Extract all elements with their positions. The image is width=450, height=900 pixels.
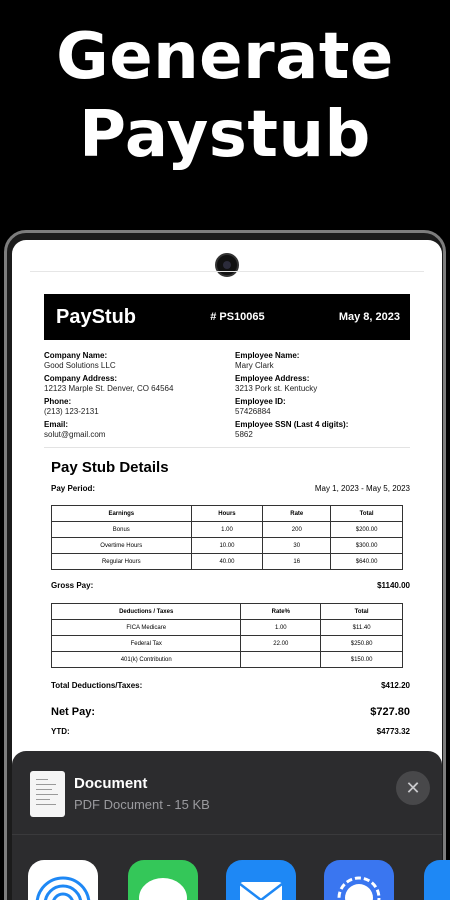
total-deductions-value: $412.20 — [381, 681, 410, 690]
table-row — [52, 554, 403, 570]
table-row — [52, 538, 403, 554]
share-file-header — [12, 751, 442, 835]
deductions-header: Deductions / Taxes — [52, 604, 241, 620]
headline-line-1: Generate — [56, 20, 394, 94]
employee-id: 57426884 — [235, 407, 271, 416]
earning-type: Regular Hours — [52, 554, 192, 570]
share-sheet[interactable] — [12, 751, 442, 900]
net-pay-value: $727.80 — [370, 706, 410, 718]
earning-rate: 30 — [263, 538, 331, 554]
deductions-table — [51, 603, 403, 668]
file-name: Document — [74, 775, 148, 792]
employee-ssn: 5862 — [235, 430, 253, 439]
earning-total: $200.00 — [331, 522, 403, 538]
employee-id-label: Employee ID: — [235, 397, 286, 406]
company-name: Good Solutions LLC — [44, 361, 116, 370]
company-phone-label: Phone: — [44, 397, 72, 406]
party-info — [44, 351, 410, 443]
earning-type: Bonus — [52, 522, 192, 538]
details-title: Pay Stub Details — [51, 459, 169, 476]
ytd-row — [51, 727, 410, 736]
gross-pay-row — [51, 581, 410, 590]
total-header: Total — [331, 506, 403, 522]
paystub-document[interactable] — [44, 294, 410, 736]
paystub-date: May 8, 2023 — [338, 311, 400, 323]
camera-icon — [215, 253, 239, 277]
employee-name: Mary Clark — [235, 361, 274, 370]
earning-hours: 10.00 — [191, 538, 263, 554]
employee-ssn-label: Employee SSN (Last 4 digits): — [235, 420, 349, 429]
earnings-header: Earnings — [52, 506, 192, 522]
close-icon[interactable]: ✕ — [396, 771, 430, 805]
total-header: Total — [321, 604, 403, 620]
employee-address-label: Employee Address: — [235, 374, 310, 383]
rate-header: Rate — [263, 506, 331, 522]
earning-total: $640.00 — [331, 554, 403, 570]
net-pay-label: Net Pay: — [51, 706, 96, 718]
paystub-title: PayStub — [56, 305, 137, 328]
deduction-type: FICA Medicare — [52, 620, 241, 636]
earning-total: $300.00 — [331, 538, 403, 554]
airdrop-icon[interactable] — [28, 860, 98, 900]
earnings-header-row — [52, 506, 403, 522]
earning-hours: 1.00 — [191, 522, 263, 538]
pay-period-label: Pay Period: — [51, 484, 96, 493]
table-row — [52, 620, 403, 636]
headline-line-2: Paystub — [79, 98, 371, 172]
company-address-label: Company Address: — [44, 374, 118, 383]
table-row — [52, 636, 403, 652]
deduction-total: $250.80 — [321, 636, 403, 652]
rate-percent-header: Rate% — [241, 604, 321, 620]
net-pay-row — [51, 706, 410, 718]
pay-period-row — [51, 484, 410, 493]
company-phone: (213) 123-2131 — [44, 407, 99, 416]
gross-pay-value: $1140.00 — [377, 581, 410, 590]
total-deductions-label: Total Deductions/Taxes: — [51, 681, 143, 690]
ytd-value: $4773.32 — [376, 727, 410, 736]
total-deductions-row — [51, 681, 410, 690]
document-thumbnail — [30, 771, 65, 817]
employee-address: 3213 Pork st. Kentucky — [235, 384, 318, 393]
table-row — [52, 522, 403, 538]
ytd-label: YTD: — [51, 727, 70, 736]
earning-rate: 200 — [263, 522, 331, 538]
earning-rate: 16 — [263, 554, 331, 570]
earning-hours: 40.00 — [191, 554, 263, 570]
pay-period-value: May 1, 2023 - May 5, 2023 — [314, 484, 410, 493]
deduction-type: Federal Tax — [52, 636, 241, 652]
company-email-label: Email: — [44, 420, 69, 429]
deduction-rate: 22.00 — [241, 636, 321, 652]
deductions-header-row — [52, 604, 403, 620]
company-info — [44, 351, 227, 443]
earnings-table — [51, 505, 403, 570]
deduction-total: $150.00 — [321, 652, 403, 668]
file-meta: PDF Document - 15 KB — [74, 797, 210, 812]
gross-pay-label: Gross Pay: — [51, 581, 94, 590]
promo-headline — [0, 18, 450, 174]
employee-info — [227, 351, 410, 443]
paystub-header — [44, 294, 410, 340]
company-name-label: Company Name: — [44, 351, 108, 360]
deduction-total: $11.40 — [321, 620, 403, 636]
paystub-number: # PS10065 — [210, 311, 265, 323]
deduction-rate — [241, 652, 321, 668]
app-icon[interactable] — [424, 860, 450, 900]
deduction-rate: 1.00 — [241, 620, 321, 636]
hours-header: Hours — [191, 506, 263, 522]
divider — [30, 271, 424, 272]
earning-type: Overtime Hours — [52, 538, 192, 554]
employee-name-label: Employee Name: — [235, 351, 300, 360]
deduction-type: 401(k) Contribution — [52, 652, 241, 668]
table-row — [52, 652, 403, 668]
company-email: solut@gmail.com — [44, 430, 106, 439]
section-divider — [44, 447, 410, 448]
messages-icon[interactable] — [128, 860, 198, 900]
signal-icon[interactable] — [324, 860, 394, 900]
company-address: 12123 Marple St. Denver, CO 64564 — [44, 384, 174, 393]
mail-icon[interactable] — [226, 860, 296, 900]
